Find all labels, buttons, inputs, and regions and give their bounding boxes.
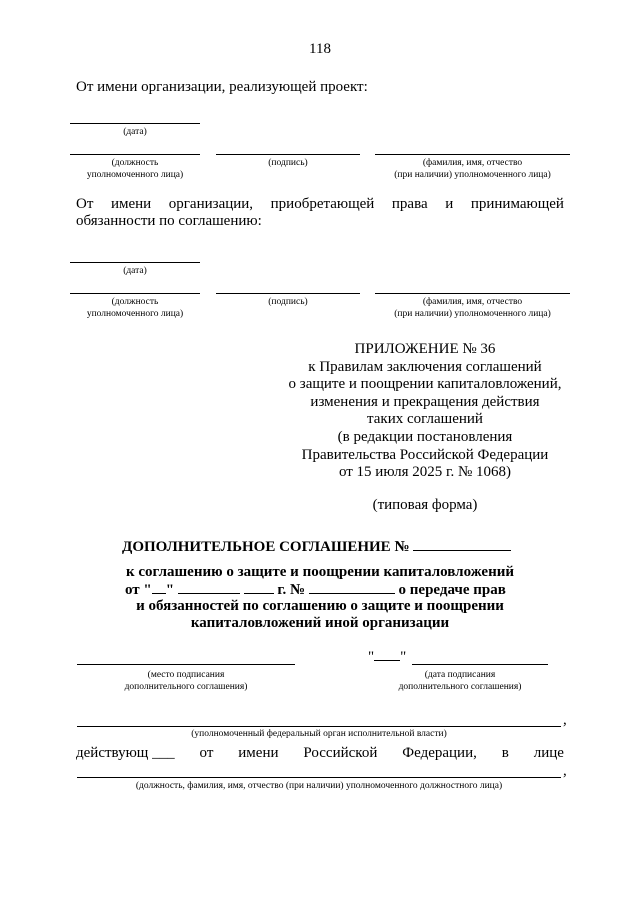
name-caption-1: (фамилия, имя, отчество (при наличии) уполномоченного лица) [394,158,551,180]
date-line-1[interactable] [70,123,200,124]
date-caption-signing: (дата подписания дополнительного соглашения) [398,670,522,692]
official-comma: , [563,763,567,779]
base-agreement-number-field[interactable] [309,581,395,594]
agreement-subtitle-1: к соглашению о защите и поощрении капиталовложений [125,564,514,580]
position-caption-2: (должность уполномоченного лица) [86,297,184,319]
form-type: (типовая форма) [372,497,478,513]
month-field[interactable] [178,581,240,594]
date-line-2[interactable] [70,262,200,263]
name-line-2[interactable] [375,293,570,294]
position-caption-1: (должность уполномоченного лица) [86,158,184,180]
signature-line-1[interactable] [216,154,360,155]
signatory-heading-2: От имени организации, приобретающей права и принимающей [76,196,564,212]
place-line[interactable] [77,664,295,665]
signing-date-line[interactable] [412,664,548,665]
appendix-header: ПРИЛОЖЕНИЕ № 36 к Правилам заключения соглашений о защите и поощрении капиталовложений, изменения и прекращения действия таких соглашений (в редакции постановления Правительства Российской Федерации от 15 июля 2025 г. № 1068) [288,341,562,481]
agreement-title: ДОПОЛНИТЕЛЬНОЕ СОГЛАШЕНИЕ № [122,538,511,556]
place-caption: (место подписания дополнительного соглашения) [124,670,248,692]
signing-date-field[interactable]: " " [368,649,407,665]
day-field[interactable] [152,581,166,594]
acting-line: действующ ___ от имени Российской Федерации, в лице [76,745,564,761]
agreement-subtitle-3: и обязанностей по соглашению о защите и поощрении [136,598,504,614]
authority-comma: , [563,712,567,728]
agreement-subtitle-4: капиталовложений иной организации [190,615,450,631]
agreement-subtitle-2: от " " г. № о передаче прав [125,582,506,598]
signature-caption-2: (подпись) [268,297,308,307]
official-line[interactable] [77,777,561,778]
authority-caption: (уполномоченный федеральный орган исполнительной власти) [191,729,447,739]
position-line-1[interactable] [70,154,200,155]
name-line-1[interactable] [375,154,570,155]
signature-line-2[interactable] [216,293,360,294]
position-line-2[interactable] [70,293,200,294]
signatory-heading-1: От имени организации, реализующей проект: [76,79,368,95]
authority-line[interactable] [77,726,561,727]
year-field[interactable] [244,581,274,594]
page-number: 118 [309,41,331,57]
date-caption-1: (дата) [123,127,147,137]
date-caption-2: (дата) [123,266,147,276]
agreement-number-field[interactable] [413,538,511,551]
official-caption: (должность, фамилия, имя, отчество (при наличии) уполномоченного должностного лица) [135,781,503,791]
signature-caption-1: (подпись) [268,158,308,168]
name-caption-2: (фамилия, имя, отчество (при наличии) уполномоченного лица) [394,297,551,319]
signatory-heading-2-line2: обязанности по соглашению: [76,213,262,229]
